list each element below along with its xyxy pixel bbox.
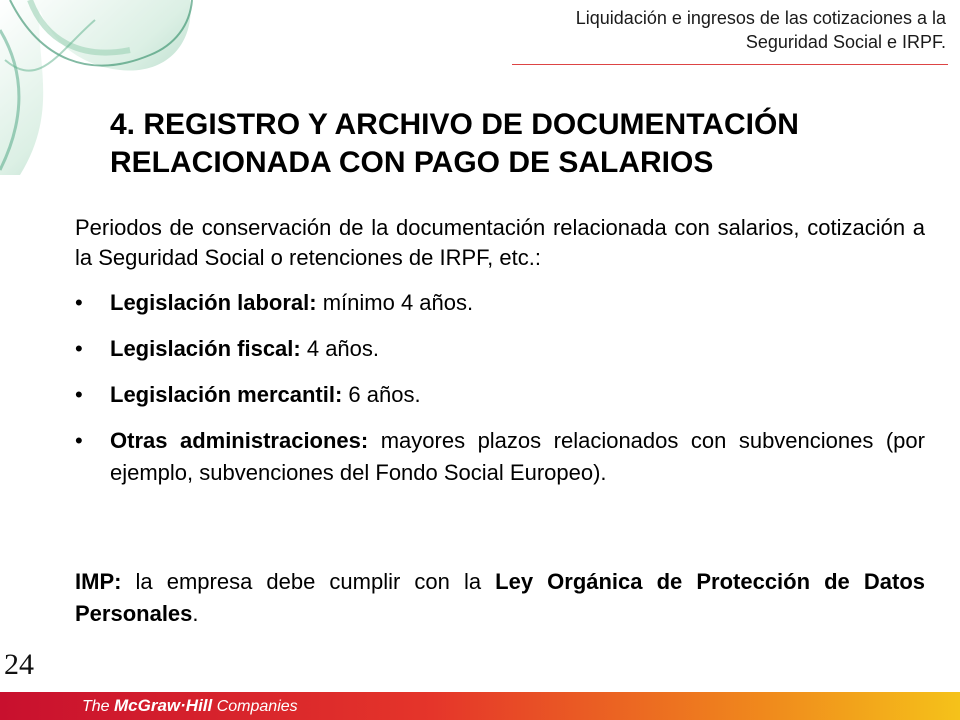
bullet-text: 4 años. [300,336,380,361]
slide-title [110,106,926,182]
header-line-1: Liquidación e ingresos de las cotizaciones a la [575,8,946,28]
imp-text: la empresa debe cumplir con la [121,569,496,594]
header-divider [512,64,948,65]
bullet-label: Legislación fiscal: [110,336,301,361]
intro-paragraph: Periodos de conservación de la documentación relacionada con salarios, cotización a la Seguridad Social o retenciones de IRPF, etc.: [75,215,925,270]
logo-companies: Companies [212,698,298,715]
imp-note [75,566,925,630]
imp-law-name: Ley Orgánica de Protección de Datos Personales [75,569,925,626]
title-line-2: RELACIONADA CON PAGO DE SALARIOS [110,146,714,179]
bullet-text: 6 años. [342,382,421,407]
bullet-icon: • [75,382,83,407]
bullet-icon: • [75,428,83,453]
list-item [75,379,925,411]
list-item [75,333,925,365]
list-item [75,287,925,319]
page-number: 24 [4,648,34,681]
logo-brand: McGraw·Hill [114,696,213,715]
bullet-icon: • [75,290,83,315]
footer-bar [0,692,960,720]
header-line-2: Seguridad Social e IRPF. [745,32,946,52]
header-title [426,6,946,54]
retention-periods-list [75,287,925,503]
list-item [75,425,925,489]
logo-the: The [82,698,115,715]
bullet-icon: • [75,336,83,361]
publisher-logo [82,696,298,717]
bullet-text: mínimo 4 años. [316,290,474,315]
bullet-text: mayores plazos relacionados con subvenciones (por ejemplo, subvenciones del Fondo Social Europeo). [110,428,925,485]
bullet-label: Otras administraciones: [110,428,369,453]
title-line-1: 4. REGISTRO Y ARCHIVO DE DOCUMENTACIÓN [110,108,799,141]
bullet-label: Legislación laboral: [110,290,317,315]
bullet-label: Legislación mercantil: [110,382,343,407]
imp-text-end: . [192,601,199,626]
imp-label: IMP: [75,569,122,594]
